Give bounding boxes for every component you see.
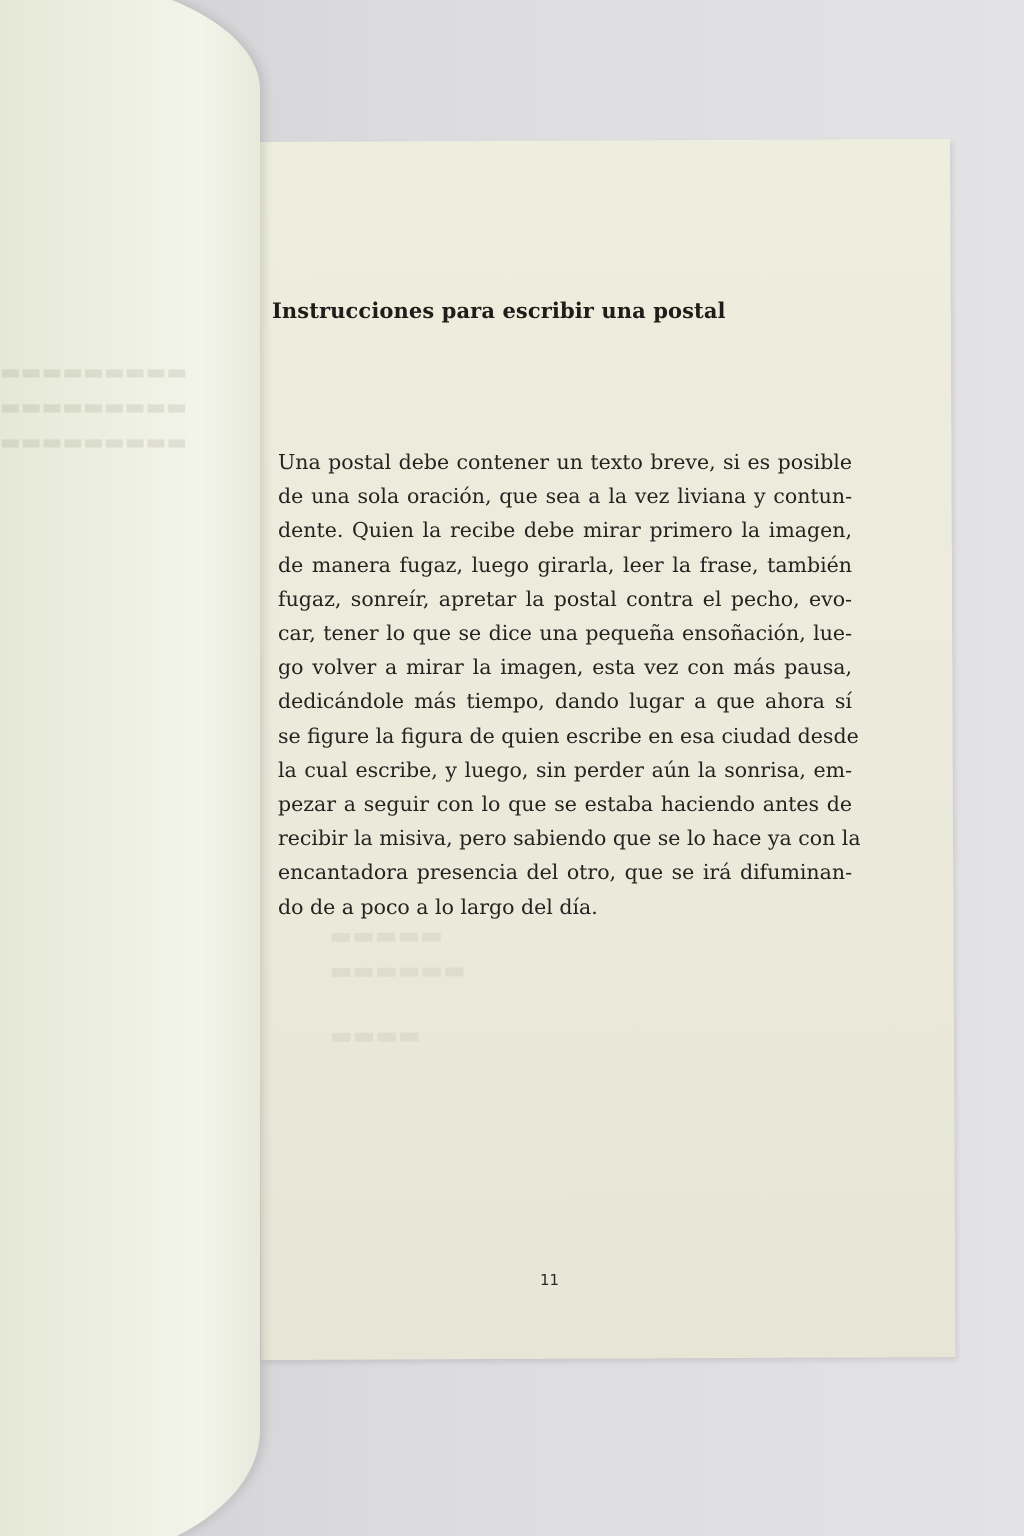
body-paragraph [278,445,861,924]
body-line: dedicándole más tiempo, dando lugar a que ahora sí [278,689,852,714]
body-line: de manera fugaz, luego girarla, leer la frase, también [278,552,852,577]
body-line: pezar a seguir con lo que se estaba haciendo antes de [278,792,852,817]
show-through-text: ▬▬▬▬ [329,1021,421,1050]
body-line: car, tener lo que se dice una pequeña ensoñación, lue- [278,621,852,646]
body-line: fugaz, sonreír, apretar la postal contra el pecho, evo- [278,586,852,611]
body-line: la cual escribe, y luego, sin perder aún la sonrisa, em- [278,757,852,782]
show-through-text: ▬▬▬▬▬▬ [329,956,466,985]
body-line: dente. Quien la recibe debe mirar primero la imagen, [278,518,852,543]
page-title: Instrucciones para escribir una postal [272,298,726,323]
page-number: 11 [540,1271,560,1289]
body-line: se figure la figura de quien escribe en esa ciudad desde [278,723,859,748]
show-through-text: ▬▬▬▬▬▬▬▬▬ [0,430,188,455]
body-line: de una sola oración, que sea a la vez liviana y contun- [278,484,852,509]
show-through-text: ▬▬▬▬▬▬▬▬▬ [0,395,188,420]
body-line: encantadora presencia del otro, que se irá difuminan- [278,860,852,885]
left-page-curl [0,0,260,1536]
body-line: go volver a mirar la imagen, esta vez con más pausa, [278,655,852,680]
show-through-text: ▬▬▬▬▬ [329,921,443,950]
body-line: recibir la misiva, pero sabiendo que se lo hace ya con la [278,826,861,851]
show-through-text: ▬▬▬▬▬▬▬▬▬ [0,360,188,385]
body-line: Una postal debe contener un texto breve, si es posible [278,450,852,474]
body-line: do de a poco a lo largo del día. [278,894,598,919]
